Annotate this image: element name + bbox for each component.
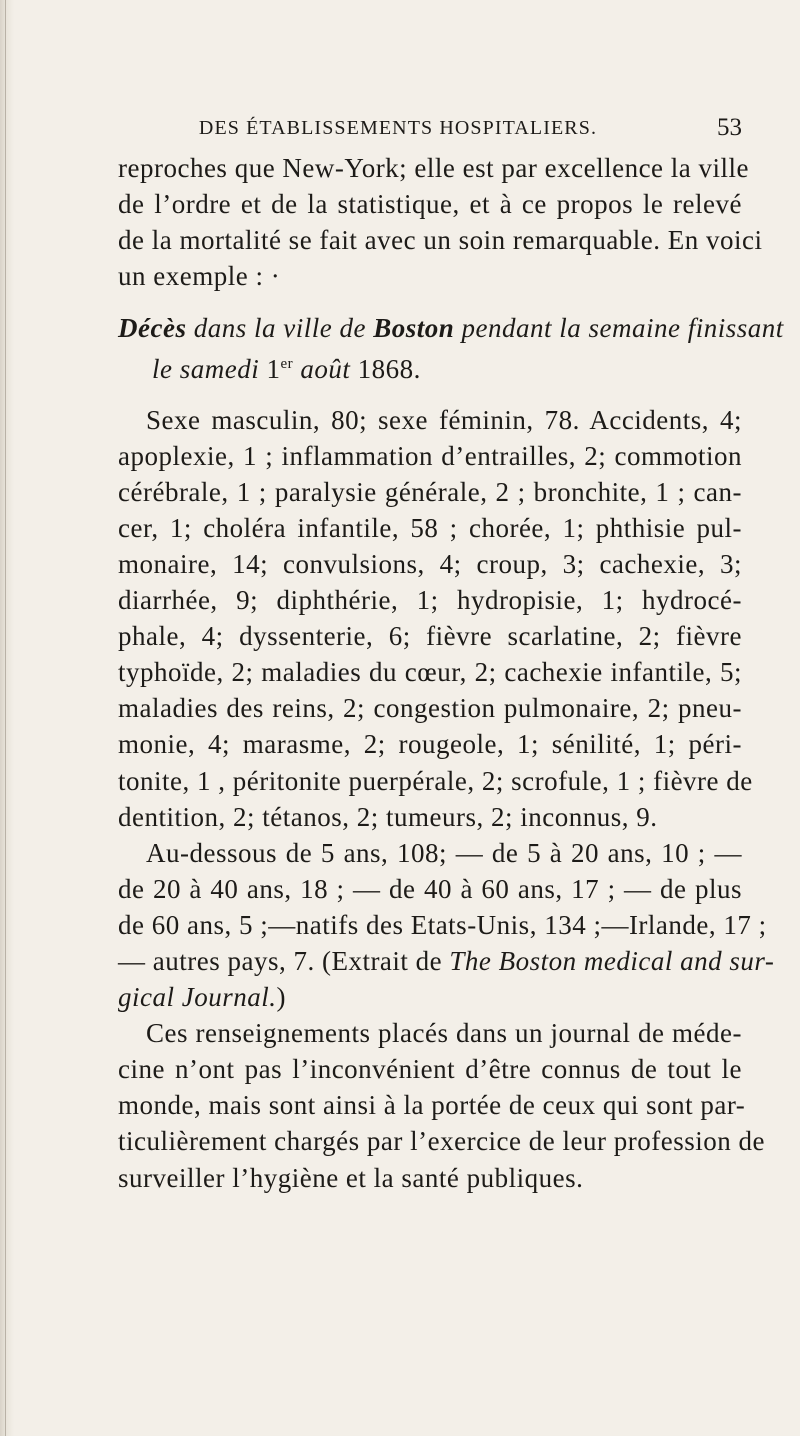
title-day: 1 <box>266 354 281 385</box>
title-word: Décès <box>118 313 187 344</box>
text-line: monde, mais sont ainsi à la portée de ceux qui sont par- <box>118 1090 746 1121</box>
text-line: apoplexie, 1 ; inflammation d’entrailles, 2; commotion <box>118 440 742 471</box>
journal-title: The Boston medical and sur- <box>449 945 775 976</box>
title-line-2 <box>118 346 742 387</box>
text-line: monaire, 14; convulsions, 4; croup, 3; cachexie, 3; <box>118 548 742 579</box>
title-text: dans la ville de <box>193 313 366 344</box>
text-line: Sexe masculin, 80; sexe féminin, 78. Accidents, 4; <box>146 404 742 435</box>
text-line: cer, 1; choléra infantile, 58 ; chorée, 1; phthisie pul- <box>118 512 742 543</box>
title-month: août <box>300 354 351 385</box>
text-line: tonite, 1 , péritonite puerpérale, 2; scrofule, 1 ; fièvre de <box>118 765 753 796</box>
title-line-1 <box>118 310 784 346</box>
running-header <box>118 108 742 148</box>
text-line: de l’ordre et de la statistique, et à ce propos le relevé <box>118 189 742 220</box>
text-line: maladies des reins, 2; congestion pulmonaire, 2; pneu- <box>118 693 742 724</box>
text-line: typhoïde, 2; maladies du cœur, 2; cachexie infantile, 5; <box>118 657 742 688</box>
text-line: dentition, 2; tétanos, 2; tumeurs, 2; inconnus, 9. <box>118 801 658 832</box>
binding-edge <box>5 0 6 1436</box>
title-superscript: er <box>280 356 294 373</box>
source-line-2 <box>118 979 742 1015</box>
source-prefix: — autres pays, 7. (Extrait de <box>118 945 443 976</box>
journal-title-cont: gical Journal. <box>118 982 277 1013</box>
text-line: cérébrale, 1 ; paralysie générale, 2 ; bronchite, 1 ; can- <box>118 476 742 507</box>
page-gutter <box>0 0 14 1436</box>
title-text: le samedi <box>152 354 260 385</box>
text-line: reproches que New-York; elle est par excellence la ville <box>118 153 750 183</box>
title-city: Boston <box>373 313 455 344</box>
running-title: DES ÉTABLISSEMENTS HOSPITALIERS. <box>198 117 598 139</box>
text-line: monie, 4; marasme, 2; rougeole, 1; sénilité, 1; péri- <box>118 729 742 760</box>
text-line: de 20 à 40 ans, 18 ; — de 40 à 60 ans, 17 ; — de plus <box>118 873 742 904</box>
table-title <box>118 310 784 387</box>
text-line: de 60 ans, 5 ;—natifs des Etats-Unis, 134 ;—Irlande, 17 ; <box>118 909 767 940</box>
text-line: un exemple : · <box>118 261 281 292</box>
text-line: de la mortalité se fait avec un soin remarquable. En voici <box>118 225 763 256</box>
title-year: 1868. <box>357 354 421 385</box>
text-line: surveiller l’hygiène et la santé publiques. <box>118 1162 584 1193</box>
page-body <box>118 150 784 1196</box>
text-line: phale, 4; dyssenterie, 6; fièvre scarlatine, 2; fièvre <box>118 621 742 652</box>
text-line: diarrhée, 9; diphthérie, 1; hydropisie, 1; hydrocé- <box>118 585 742 616</box>
text-line: ticulièrement chargés par l’exercice de leur profession de <box>118 1126 765 1157</box>
source-suffix: ) <box>276 982 286 1013</box>
source-line-1 <box>118 943 775 979</box>
text-line: Ces renseignements placés dans un journal de méde- <box>146 1018 742 1049</box>
page-number: 53 <box>717 114 742 141</box>
text-line: cine n’ont pas l’inconvénient d’être connus de tout le <box>118 1054 742 1085</box>
title-text: pendant la semaine finissant <box>461 313 784 344</box>
text-line: Au-dessous de 5 ans, 108; — de 5 à 20 ans, 10 ; — <box>146 837 742 868</box>
